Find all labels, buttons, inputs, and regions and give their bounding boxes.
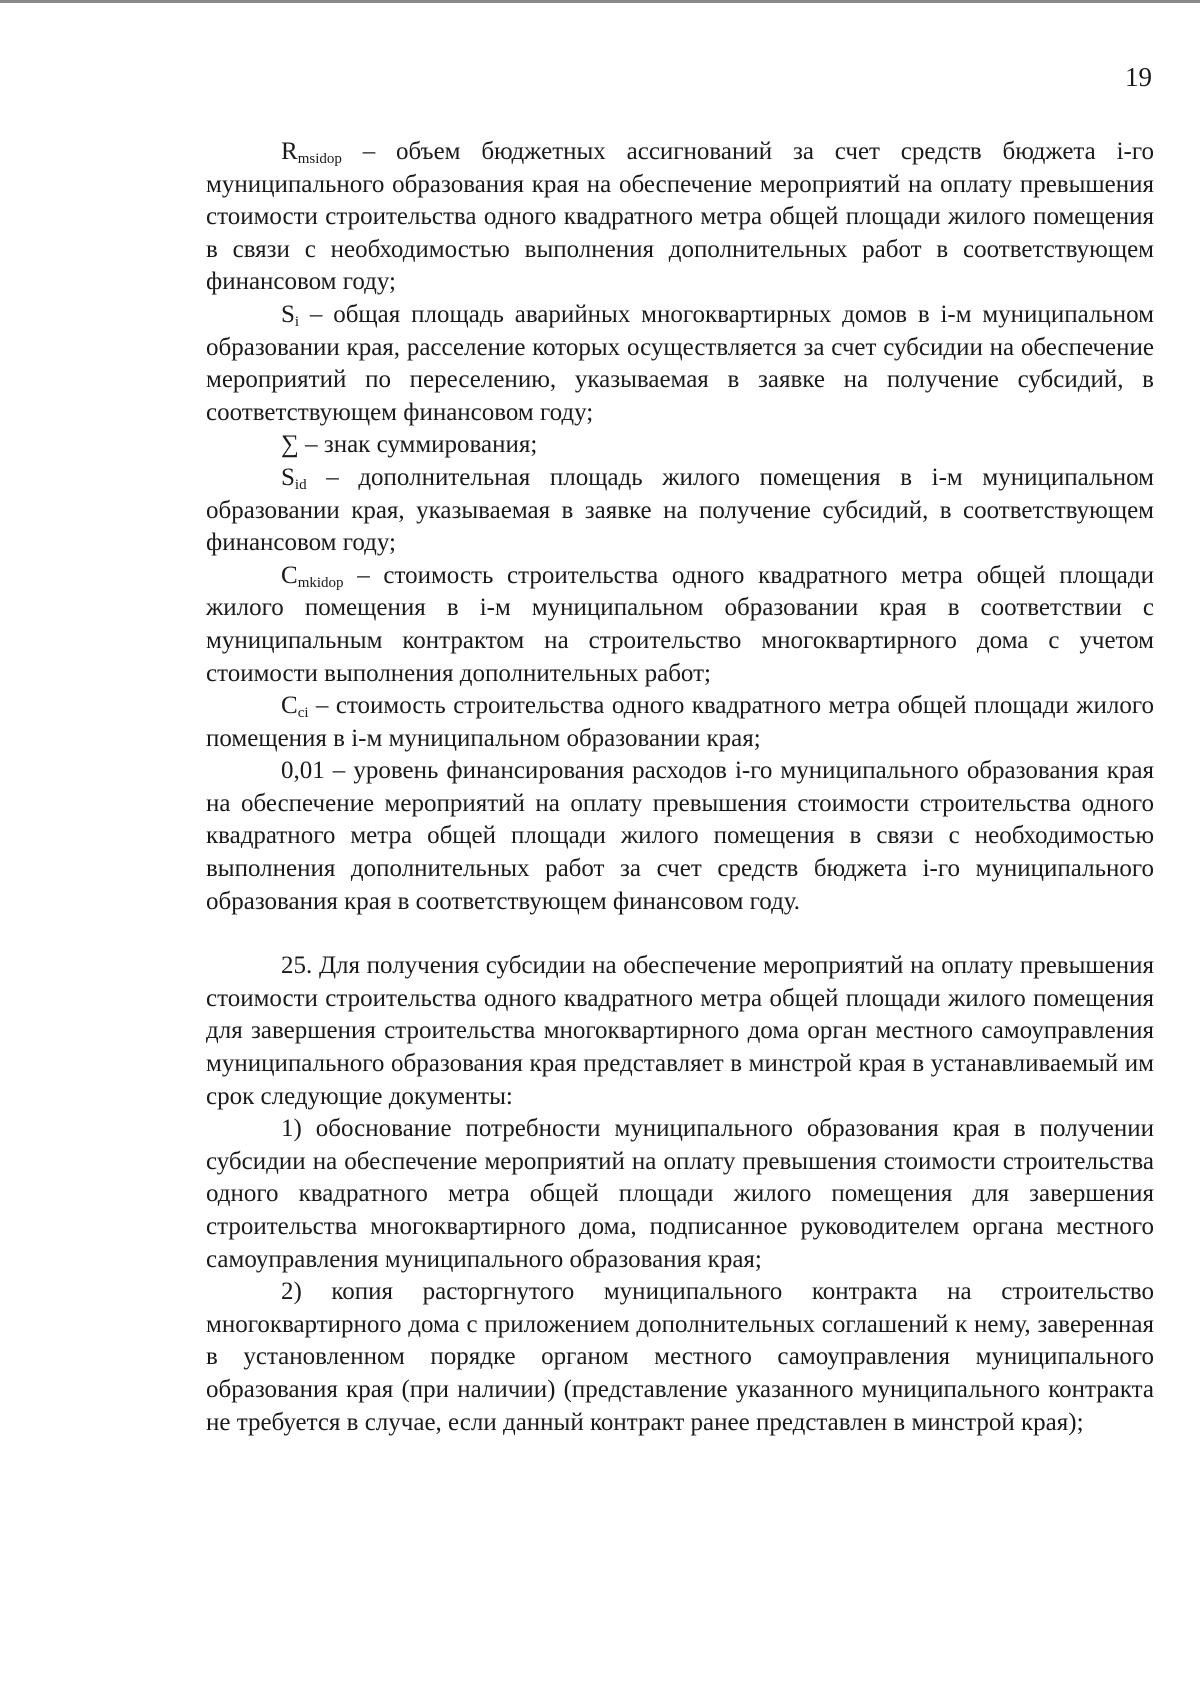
symbol: 0,01 [281,757,325,785]
symbol: $C_{mkidop}$ [281,561,344,591]
document-body [206,136,1154,1439]
definition-c-mkidop [206,560,1154,690]
clause-25-item-1: 1) обоснование потребности муниципального образования края в получении субсидии на обеспечение мероприятий на оплату превышения стоимости строительства одного квадратного метра общей площади жилого помещения для завершения строительства многоквартирного дома, подписанное руководителем органа местного самоуправления муниципального образования края; [206,1115,1154,1273]
clause-25-intro: 25. Для получения субсидии на обеспечение мероприятий на оплату превышения стоимости строительства одного квадратного метра общей площади жилого помещения для завершения строительства многоквартирного дома орган местного самоуправления муниципального образования края представляет в минстрой края в устанавливаемый им срок следующие документы: [206,952,1154,1110]
definition-text: – общая площадь аварийных многоквартирных домов в i-м муниципальном образовании края, расселение которых осуществляется за счет субсидии на обеспечение мероприятий по переселению, указываемая в заявке на получение субсидий, в соответствующем финансовом году; [206,300,1154,426]
symbol: ∑ [281,431,299,459]
definition-text: – знак суммирования; [298,431,538,459]
definition-funding-level [206,755,1154,918]
symbol: $S_{id}$ [281,463,307,493]
definition-s-id [206,462,1154,560]
definition-text: – стоимость строительства одного квадратного метра общей площади жилого помещения в i-м муниципальном образовании края в соответствии с муниципальным контрактом на строительство многоквартирного дома с учетом стоимости выполнения дополнительных работ; [206,561,1154,687]
top-border-line [0,0,1200,3]
page-number: 19 [1125,62,1152,92]
symbol: $C_{ci}$ [281,692,309,722]
clause-25-item-2: 2) копия расторгнутого муниципального контракта на строительство многоквартирного дома с приложением дополнительных соглашений к нему, заверенная в установленном порядке органом местного самоуправления муниципального образования края (при наличии) (представление указанного муниципального контракта не требуется в случае, если данный контракт ранее представлен в минстрой края); [206,1278,1154,1436]
symbol: $R_{msidop}$ [281,138,342,167]
definition-text: – стоимость строительства одного квадратного метра общей площади жилого помещения в i-м муниципальном образовании края; [206,692,1154,752]
definition-text: – дополнительная площадь жилого помещения в i-м муниципальном образовании края, указываемая в заявке на получение субсидий, в соответствующем финансовом году; [206,463,1154,557]
definition-sum-sign [206,429,1154,462]
definition-s-i [206,299,1154,429]
definition-c-ci [206,690,1154,755]
definition-text: – объем бюджетных ассигнований за счет средств бюджета i-го муниципального образования края на обеспечение мероприятий на оплату превышения стоимости строительства одного квадратного метра общей площади жилого помещения в связи с необходимостью выполнения дополнительных работ в соответствующем финансовом году; [206,138,1154,296]
definition-text: – уровень финансирования расходов i-го муниципального образования края на обеспечение мероприятий на оплату превышения стоимости строительства одного квадратного метра общей площади жилого помещения в связи с необходимостью выполнения дополнительных работ за счет средств бюджета i-го муниципального образования края в соответствующем финансовом году. [206,757,1154,915]
symbol: $S_i$ [281,300,300,330]
definition-r-msidop [206,136,1154,299]
